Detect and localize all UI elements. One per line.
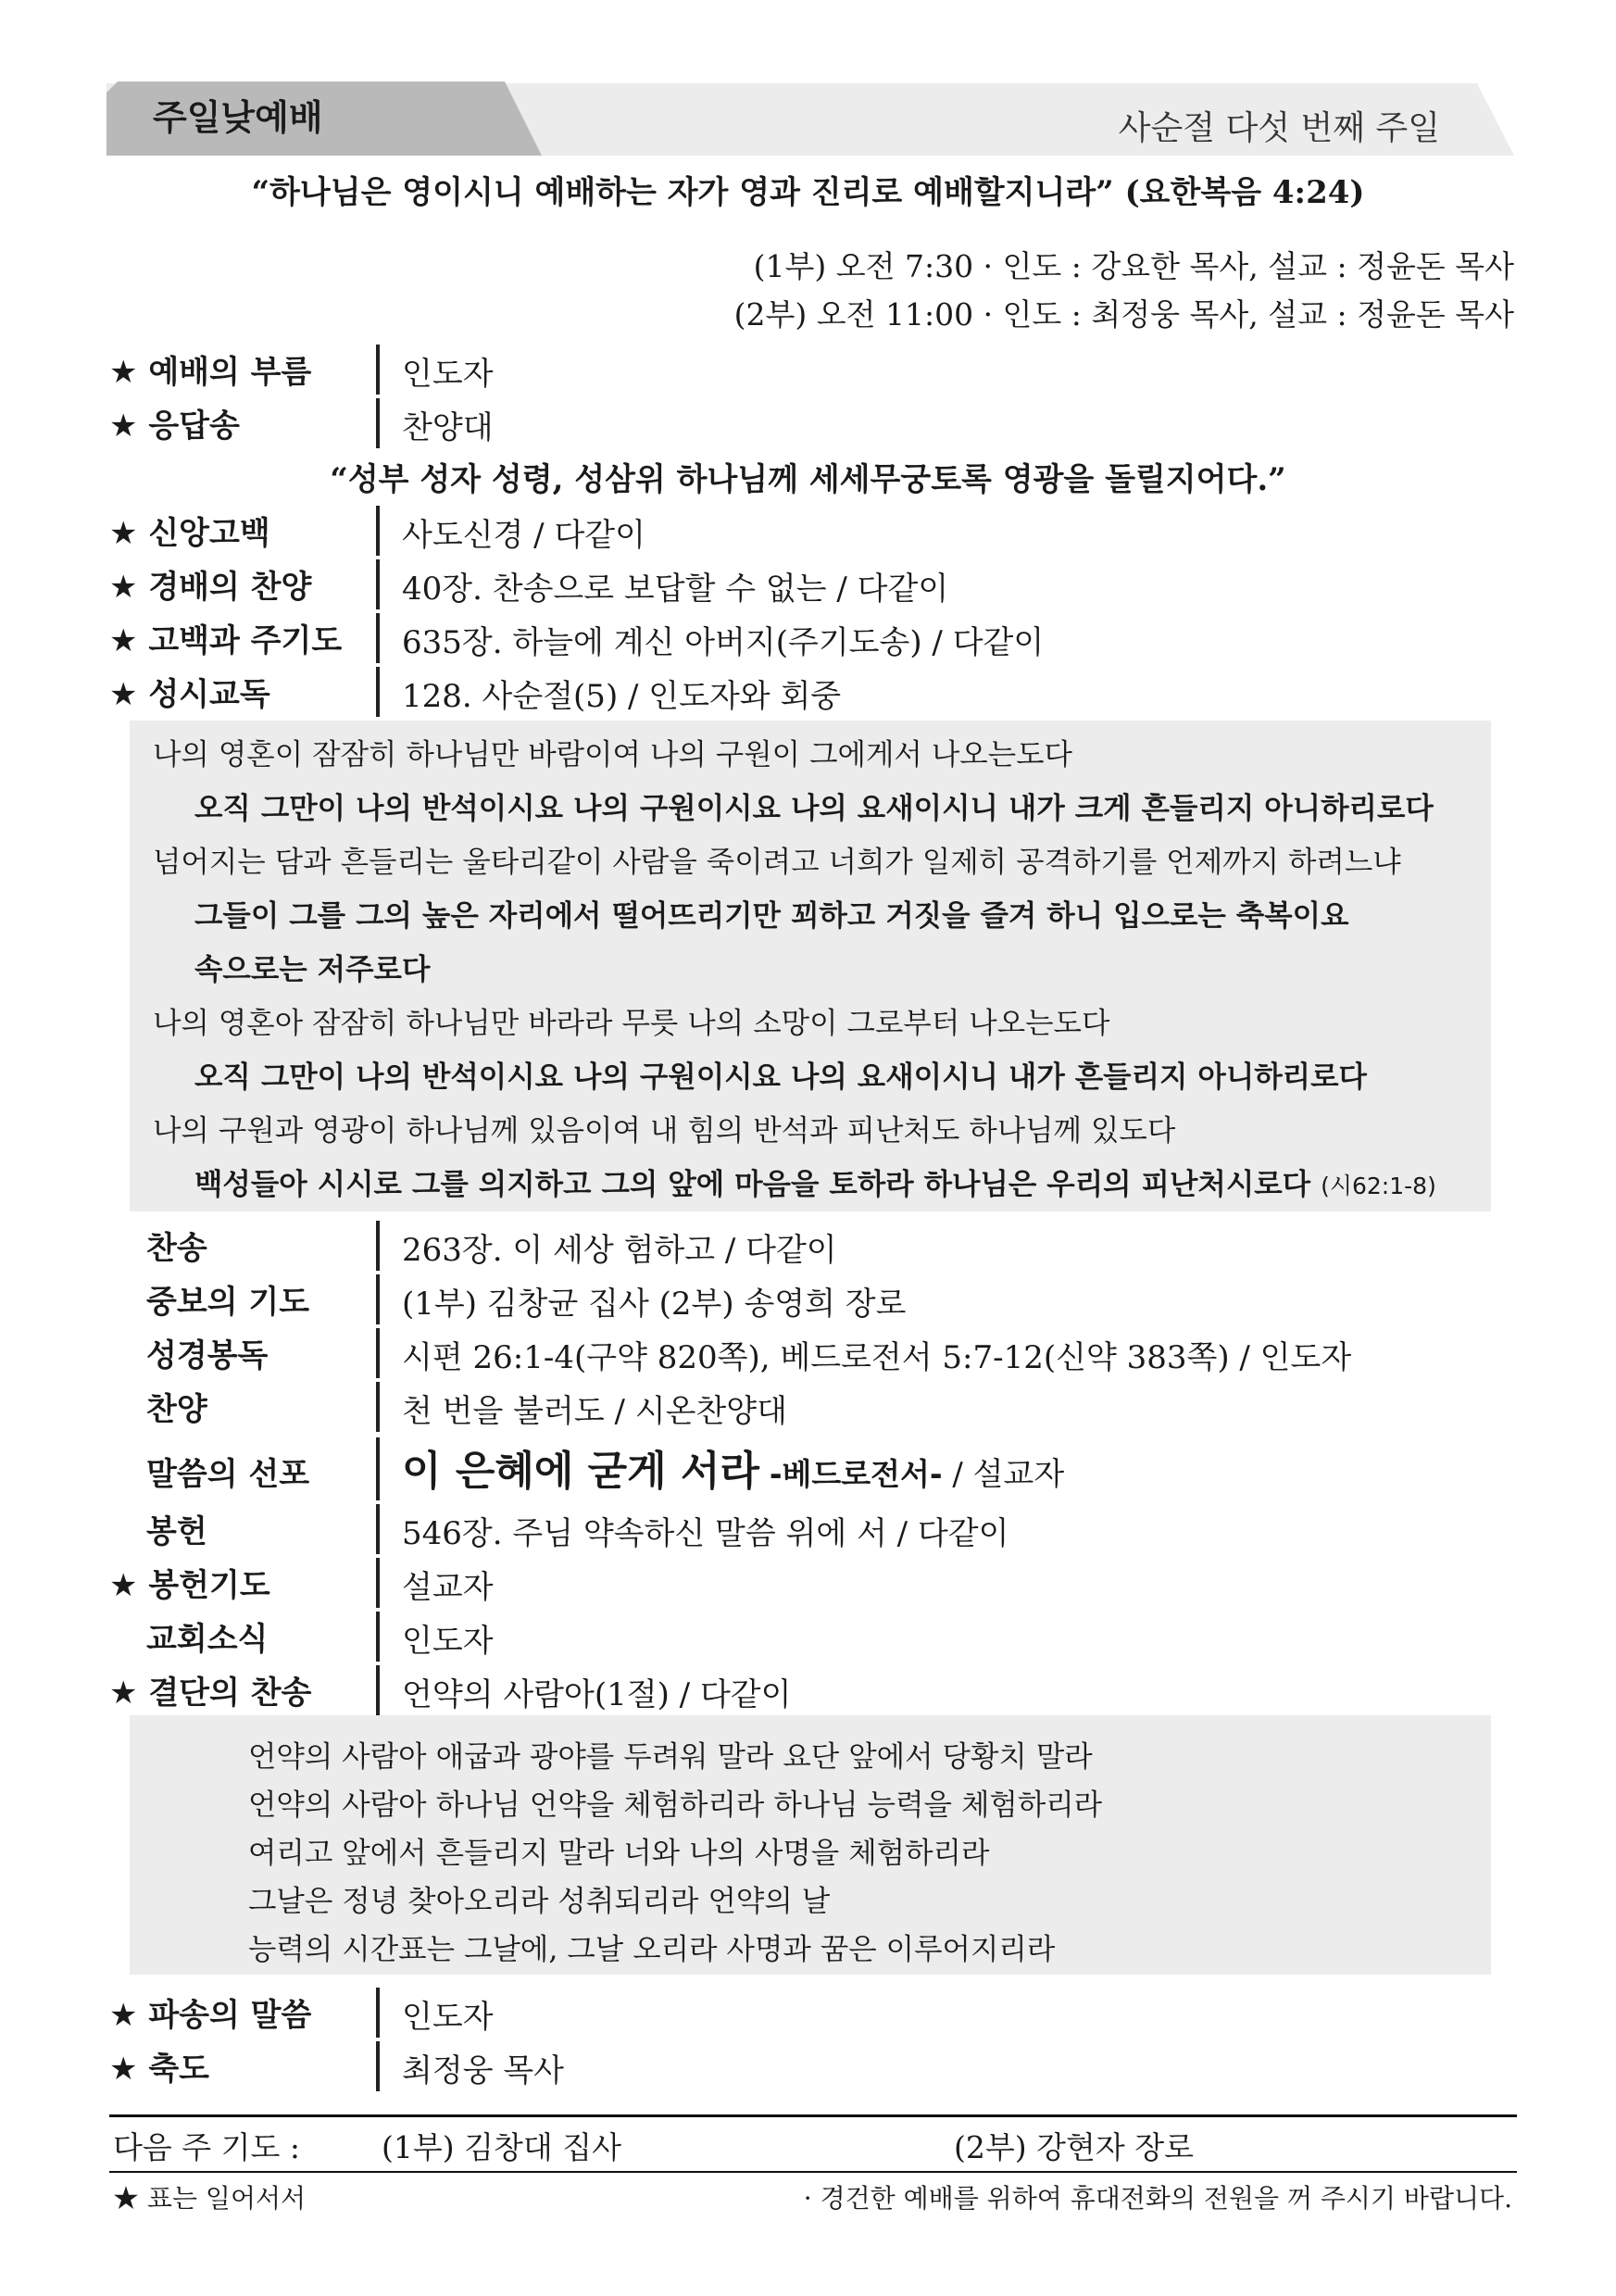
order-label: ★ 응답송 xyxy=(109,408,240,445)
order-value: 인도자 xyxy=(402,1623,494,1660)
footer-rule-top xyxy=(109,2114,1517,2117)
divider xyxy=(376,345,380,395)
standing-note: ★ 표는 일어서서 xyxy=(113,2183,307,2214)
order-value: 천 번을 불러도 / 시온찬양대 xyxy=(402,1393,787,1430)
order-label: ★ 경배의 찬양 xyxy=(109,569,312,606)
sermon-suffix: / 설교자 xyxy=(952,1456,1065,1493)
order-row xyxy=(109,1221,1508,1267)
theme-verse: “하나님은 영이시니 예배하는 자가 영과 진리로 예배할지니라” (요한복음 4:24) xyxy=(251,174,1365,211)
divider xyxy=(376,1328,380,1378)
next-week-second: (2부) 강현자 장로 xyxy=(954,2129,1194,2165)
page-title: 주일낮예배 xyxy=(153,97,323,138)
divider xyxy=(376,1665,380,1715)
order-value: 찬양대 xyxy=(402,409,494,446)
order-label: ★ 고백과 주기도 xyxy=(109,622,343,659)
order-value: 최정웅 목사 xyxy=(402,2052,565,2089)
reading-line: 오직 그만이 나의 반석이시요 나의 구원이시요 나의 요새이시니 내가 크게 흔들리지 아니하리로다 xyxy=(194,792,1434,825)
divider xyxy=(376,1274,380,1324)
order-row xyxy=(109,1382,1508,1428)
divider xyxy=(376,1558,380,1608)
sermon-row xyxy=(109,1437,1508,1499)
divider xyxy=(376,398,380,448)
order-row xyxy=(109,1665,1508,1712)
order-value: 언약의 사람아(1절) / 다같이 xyxy=(402,1676,792,1713)
divider xyxy=(376,1382,380,1432)
order-value: 인도자 xyxy=(402,356,494,393)
sermon-title: 이 은혜에 굳게 서라 xyxy=(402,1448,759,1495)
reading-reference: (시62:1-8) xyxy=(1321,1173,1436,1199)
reading-line: 넘어지는 담과 흔들리는 울타리같이 사람을 죽이려고 너희가 일제히 공격하기를 언제까지 하려느냐 xyxy=(153,846,1401,879)
page-subtitle: 사순절 다섯 번째 주일 xyxy=(1118,109,1440,147)
sermon-book: -베드로전서- xyxy=(769,1456,943,1492)
next-week-label: 다음 주 기도 : xyxy=(113,2129,300,2165)
order-value: 635장. 하늘에 계신 아버지(주기도송) / 다같이 xyxy=(402,624,1045,661)
order-row xyxy=(109,613,1508,659)
divider xyxy=(376,1612,380,1662)
order-value: 128. 사순절(5) / 인도자와 회중 xyxy=(402,678,842,715)
order-row xyxy=(109,1504,1508,1550)
reading-line: 그들이 그를 그의 높은 자리에서 떨어뜨리기만 꾀하고 거짓을 즐겨 하니 입으로는 축복이요 xyxy=(194,899,1349,933)
reading-line: 오직 그만이 나의 반석이시요 나의 구원이시요 나의 요새이시니 내가 흔들리지 아니하리로다 xyxy=(194,1060,1367,1094)
divider xyxy=(376,1437,380,1500)
order-label: ★ 예배의 부름 xyxy=(109,354,312,391)
order-row xyxy=(109,1558,1508,1604)
sermon-label: 말씀의 선포 xyxy=(146,1456,310,1493)
order-value: 40장. 찬송으로 보답할 수 없는 / 다같이 xyxy=(402,571,949,608)
order-label: ★ 성시교독 xyxy=(109,676,270,713)
order-value: 시편 26:1-4(구약 820쪽), 베드로전서 5:7-12(신약 383쪽) / 인도자 xyxy=(402,1339,1352,1376)
order-row xyxy=(109,1274,1508,1321)
reading-line: 나의 영혼이 잠잠히 하나님만 바람이여 나의 구원이 그에게서 나오는도다 xyxy=(153,738,1072,772)
sermon-value xyxy=(402,1437,1064,1497)
order-label: 찬양 xyxy=(146,1391,207,1428)
divider xyxy=(376,559,380,609)
divider xyxy=(376,667,380,717)
order-value: 546장. 주님 약속하신 말씀 위에 서 / 다같이 xyxy=(402,1515,1009,1552)
lyric-line: 언약의 사람아 애굽과 광야를 두려워 말라 요단 앞에서 당황치 말라 xyxy=(248,1740,1093,1774)
divider xyxy=(376,1504,380,1554)
order-row xyxy=(109,559,1508,606)
order-row xyxy=(109,667,1508,713)
divider xyxy=(376,1988,380,2038)
order-row xyxy=(109,2041,1508,2088)
response-phrase: “성부 성자 성령, 성삼위 하나님께 세세무궁토록 영광을 돌릴지어다.” xyxy=(330,461,1286,498)
lyric-line: 여리고 앞에서 흔들리지 말라 너와 나의 사명을 체험하리라 xyxy=(248,1837,990,1870)
divider xyxy=(376,1221,380,1271)
reading-line xyxy=(194,1161,1436,1203)
order-label: ★ 봉헌기도 xyxy=(109,1567,270,1604)
lyric-line: 그날은 정녕 찾아오리라 성취되리라 언약의 날 xyxy=(248,1885,831,1918)
reading-line: 나의 영혼아 잠잠히 하나님만 바라라 무릇 나의 소망이 그로부터 나오는도다 xyxy=(153,1007,1110,1040)
order-value: 설교자 xyxy=(402,1569,494,1606)
order-label: 성경봉독 xyxy=(146,1337,269,1374)
order-value: (1부) 김창균 집사 (2부) 송영희 장로 xyxy=(402,1286,907,1323)
order-label: ★ 축도 xyxy=(109,2051,210,2088)
order-value: 인도자 xyxy=(402,1999,494,2036)
next-week-first: (1부) 김창대 집사 xyxy=(382,2129,621,2165)
order-value: 사도신경 / 다같이 xyxy=(402,517,645,554)
order-label: 봉헌 xyxy=(146,1513,207,1550)
order-row xyxy=(109,1612,1508,1658)
footer-rule-bottom xyxy=(109,2171,1517,2173)
order-row xyxy=(109,345,1508,391)
divider xyxy=(376,2041,380,2091)
order-row xyxy=(109,1988,1508,2034)
order-row xyxy=(109,1328,1508,1374)
lyric-line: 능력의 시간표는 그날에, 그날 오리라 사명과 꿈은 이루어지리라 xyxy=(248,1933,1056,1966)
reading-text: 백성들아 시시로 그를 의지하고 그의 앞에 마음을 토하라 하나님은 우리의 피난처시로다 xyxy=(194,1168,1311,1201)
service-1-info: (1부) 오전 7:30 · 인도 : 강요한 목사, 설교 : 정윤돈 목사 xyxy=(753,248,1514,284)
order-row xyxy=(109,506,1508,552)
service-2-info: (2부) 오전 11:00 · 인도 : 최정웅 목사, 설교 : 정윤돈 목사 xyxy=(733,296,1514,332)
phone-note: · 경건한 예배를 위하여 휴대전화의 전원을 꺼 주시기 바랍니다. xyxy=(803,2183,1512,2214)
reading-line: 나의 구원과 영광이 하나님께 있음이여 내 힘의 반석과 피난처도 하나님께 있도다 xyxy=(153,1114,1176,1148)
reading-line: 속으로는 저주로다 xyxy=(194,953,431,986)
order-label: 찬송 xyxy=(146,1230,207,1267)
order-value: 263장. 이 세상 험하고 / 다같이 xyxy=(402,1232,837,1269)
divider xyxy=(376,613,380,663)
order-row xyxy=(109,398,1508,445)
divider xyxy=(376,506,380,556)
order-label: 교회소식 xyxy=(146,1621,269,1658)
order-label: ★ 신앙고백 xyxy=(109,515,270,552)
order-label: ★ 결단의 찬송 xyxy=(109,1675,312,1712)
order-label: 중보의 기도 xyxy=(146,1284,310,1321)
lyric-line: 언약의 사람아 하나님 언약을 체험하리라 하나님 능력을 체험하리라 xyxy=(248,1788,1103,1822)
order-label: ★ 파송의 말씀 xyxy=(109,1997,312,2034)
